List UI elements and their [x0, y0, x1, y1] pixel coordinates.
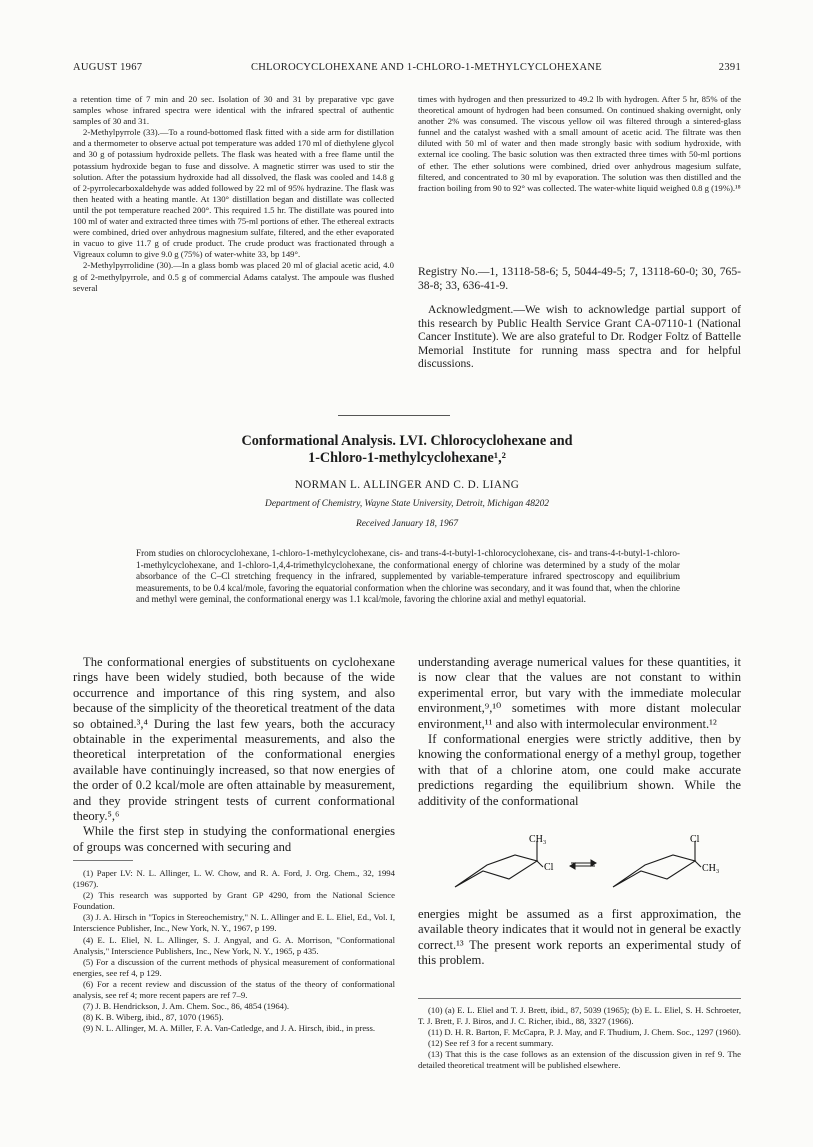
footnote: (5) For a discussion of the current methods of physical measurement of conformational energies, see ref 4, p 129. [73, 956, 395, 978]
scheme-label-right-side: CH₃ [702, 863, 720, 874]
prev-article-left-column [73, 94, 394, 294]
body-left-column [73, 655, 395, 855]
paragraph: a retention time of 7 min and 20 sec. Isolation of 30 and 31 by preparative vpc gave samples whose infrared spectra were identical with the infrared spectral of authentic samples of 30 and 31. [73, 94, 394, 127]
paragraph: understanding average numerical values for these quantities, it is now clear that the values are not constant to within experimental error, but vary with the immediate molecular environment,⁹,¹⁰ sometimes with more distant molecular environment,¹¹ and also with intermolecular environment.¹² [418, 655, 741, 731]
paragraph: While the first step in studying the conformational energies of groups was concerned with securing and [73, 824, 395, 854]
scheme-label-left-side: Cl [544, 862, 554, 873]
footnote: (2) This research was supported by Grant GP 4290, from the National Science Foundation. [73, 890, 395, 912]
page-number: 2391 [718, 62, 741, 73]
affiliation: Department of Chemistry, Wayne State University, Detroit, Michigan 48202 [265, 499, 549, 509]
footnote: (3) J. A. Hirsch in "Topics in Stereochemistry," N. L. Allinger and E. L. Eliel, Ed., Vol. I, Interscience Publisher, Inc., New York, N. Y., 1967, p 199. [73, 912, 395, 934]
axial-methyl-chair-structure [613, 841, 701, 887]
registry-numbers: Registry No.—1, 13118-58-6; 5, 5044-49-5; 7, 13118-60-0; 30, 765-38-8; 33, 636-41-9. [418, 265, 741, 292]
scheme-label-left-top: CH₃ [529, 834, 547, 845]
footnote: (13) That this is the case follows as an extension of the discussion given in ref 9. The detailed theoretical treatment will be published elsewhere. [418, 1049, 741, 1071]
body-right-column-continued [418, 907, 741, 969]
footnote: (7) J. B. Hendrickson, J. Am. Chem. Soc., 86, 4854 (1964). [83, 1001, 290, 1012]
footnote: (4) E. L. Eliel, N. L. Allinger, S. J. Angyal, and G. A. Morrison, "Conformational Analysis," Interscience Publishers, Inc., New York, N. Y., 1965, p 435. [73, 934, 395, 956]
authors: NORMAN L. ALLINGER AND C. D. LIANG [294, 479, 520, 491]
conformational-equilibrium-scheme [425, 833, 743, 895]
body-right-column [418, 655, 741, 809]
footnote: (6) For a recent review and discussion of the status of the theory of conformational analysis, see ref 4; more recent papers are ref 7–9. [73, 978, 395, 1001]
journal-date: AUGUST 1967 [73, 62, 143, 73]
paragraph: The conformational energies of substituents on cyclohexane rings have been widely studied, both because of the wide occurrence and importance of this ring system, and also because of the simplicity of the theoretical treatment of the data so obtained.³,⁴ During the last few years, both the accuracy obtainable in the experimental measurements, and also the theoretical interpretation of the conformational energies available have continuingly increased, so that now energies of the order of 0.2 kcal/mole are often attainable by measurement, and they provide stringent tests of current conformational theory.⁵,⁶ [73, 655, 395, 824]
paragraph: If conformational energies were strictly additive, then by knowing the conformational energy of a methyl group, together with that of a chlorine atom, one could make accurate predictions regarding the equilibrium shown. While the additivity of the conformational [418, 732, 741, 808]
equilibrium-arrows-icon [570, 860, 596, 869]
footnote-rule-right [418, 998, 741, 999]
footnote: (8) K. B. Wiberg, ibid., 87, 1070 (1965). [83, 1012, 224, 1023]
footnote: (1) Paper LV: N. L. Allinger, L. W. Chow, and R. A. Ford, J. Org. Chem., 32, 1994 (1967). [73, 868, 395, 890]
received-date: Received January 18, 1967 [355, 519, 459, 529]
footnotes-left [73, 868, 395, 1034]
footnote: (11) D. H. R. Barton, F. McCapra, P. J. May, and F. Thudium, J. Chem. Soc., 1297 (1960). [428, 1027, 741, 1038]
paragraph: 2-Methylpyrrole (33).—To a round-bottomed flask fitted with a side arm for distillation and a thermometer to observe actual pot temperature was added 170 ml of diethylene glycol and 30 g of potassium hydroxide pellets. The flask was heated with a free flame until the potassium hydroxide began to fuse and dissolve. A magnetic stirrer was used to stir the solution. After the potassium hydroxide had all dissolved, the flask was cooled and 14.8 g of 2-pyrrolecarboxaldehyde was added followed by 22 ml of 95% hydrazine. The flask was then heated with a heating mantle. At 130° distillation began and distillate was collected until the pot temperature reached 200°. This required 1.5 hr. The distillate was poured into 100 ml of water and extracted three times with 75-ml portions of ether. The ethereal extracts were combined, dried over anhydrous magnesium sulfate, filtered, and the ether evaporated in vacuo to give 11.7 g of crude product. The crude product was fractionated through a Vigreaux column to give 9.0 g (75%) of water-white 33, bp 149°. [73, 127, 394, 260]
title-line-2: 1-Chloro-1-methylcyclohexane¹,² [308, 450, 506, 466]
article-title [73, 433, 741, 467]
prev-article-right-column [418, 94, 741, 194]
title-line-1: Conformational Analysis. LVI. Chlorocyclohexane and [241, 433, 573, 449]
abstract: From studies on chlorocyclohexane, 1-chloro-1-methylcyclohexane, cis- and trans-4-t-butyl-1-chlorocyclohexane, cis- and trans-4-t-butyl-1-chloro-1-methylcyclohexane, and 1-chloro-1,4,4-trimethylcyclohexane, the conformational energy of chlorine was determined by a study of the molar absorbance of the C–Cl stretching frequency in the infrared, supplemented by variable-temperature infrared spectroscopy and equilibrium measurements, to be 0.4 kcal/mole, favoring the equatorial conformation when the chlorine was secondary, and it was found that, when the chlorine and methyl were geminal, the conformational energy was 1.1 kcal/mole, favoring the chlorine axial and methyl equatorial. [136, 548, 680, 605]
footnotes-right [418, 1005, 741, 1072]
footnote: (12) See ref 3 for a recent summary. [428, 1038, 554, 1049]
paragraph: energies might be assumed as a first approximation, the available theory indicates that it would not in general be exactly correct.¹³ The present work reports an experimental study of this problem. [418, 907, 741, 968]
acknowledgment: Acknowledgment.—We wish to acknowledge partial support of this research by Public Health Service Grant CA-07110-1 (National Cancer Institute). We are also grateful to Dr. Rodger Foltz of Battelle Memorial Institute for running mass spectra and for helpful discussions. [418, 303, 741, 371]
footnote: (10) (a) E. L. Eliel and T. J. Brett, ibid., 87, 5039 (1965); (b) E. L. Eliel, S. H. Schroeter, T. J. Brett, F. J. Biros, and J. C. Richer, ibid., 88, 3327 (1966). [418, 1005, 741, 1027]
paragraph: 2-Methylpyrrolidine (30).—In a glass bomb was placed 20 ml of glacial acetic acid, 4.0 g of 2-methylpyrrole, and 0.5 g of commercial Adams catalyst. The ampoule was flushed several [73, 260, 394, 293]
running-title: CHLOROCYCLOHEXANE AND 1-CHLORO-1-METHYLCYCLOHEXANE [251, 62, 602, 73]
footnote: (9) N. L. Allinger, M. A. Miller, F. A. Van-Catledge, and J. A. Hirsch, ibid., in press. [83, 1023, 376, 1034]
section-divider [338, 415, 450, 416]
footnote-rule-left [73, 860, 133, 861]
scheme-label-right-top: Cl [690, 834, 700, 845]
axial-chloro-chair-structure [455, 841, 543, 887]
paragraph: times with hydrogen and then pressurized to 49.2 lb with hydrogen. After 5 hr, 85% of the theoretical amount of hydrogen had been consumed. On continued shaking overnight, only another 2% was consumed. The viscous yellow oil was filtered through a sintered-glass funnel and the catalyst washed with a small amount of acetic acid. The filtrate was then diluted with 50 ml of water and then made strongly basic with sodium hydroxide, with external ice cooling. The basic solution was then extracted three times with 50-ml portions of ether. The ether solutions were combined, dried over anhydrous magesium sulfate, filtered, and concentrated to 30 ml by evaporation. The solution was then distilled and the fraction boiling from 90 to 92° was collected. The water-white liquid weighed 0.8 g (19%).¹⁸ [418, 94, 741, 193]
